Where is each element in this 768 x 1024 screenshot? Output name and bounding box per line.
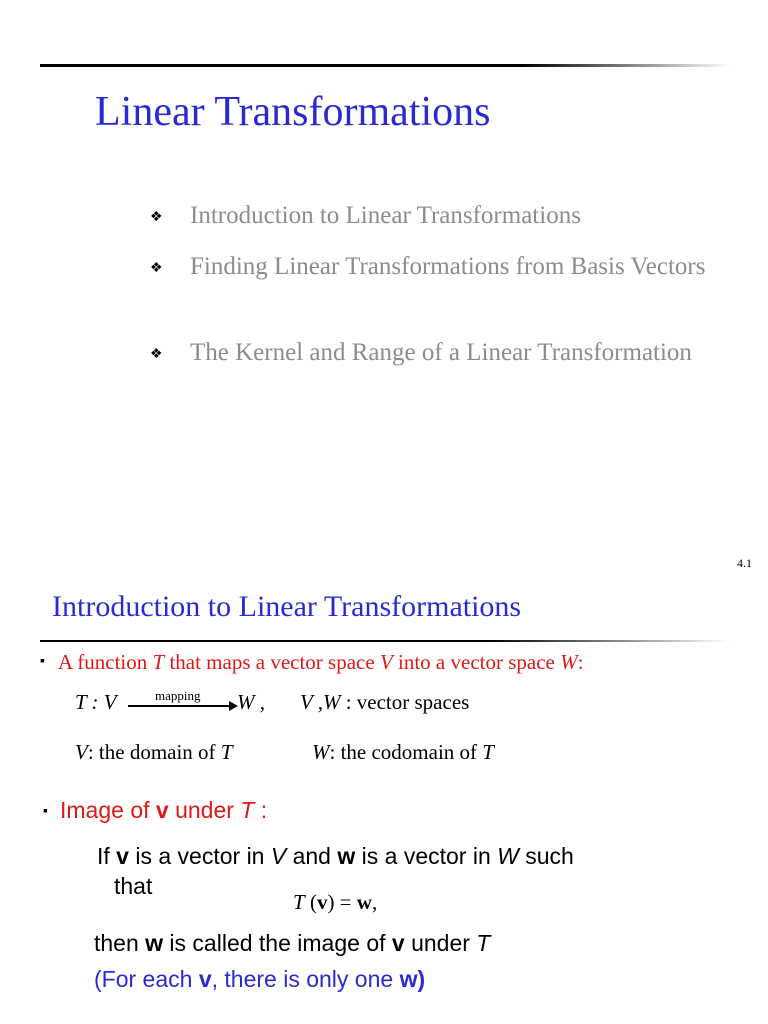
vector-spaces-label: V ,W : vector spaces xyxy=(300,690,470,714)
domain-label: V: the domain of T xyxy=(75,740,233,764)
top-divider xyxy=(40,64,730,67)
bullet-diamond-icon: ❖ xyxy=(150,210,163,225)
bullet-square-icon: ▪ xyxy=(40,654,45,669)
image-heading: Image of v under T : xyxy=(60,797,268,823)
definition-line: A function T that maps a vector space V into a vector space W: xyxy=(58,650,584,674)
bullet-diamond-icon: ❖ xyxy=(150,261,163,276)
mapping-arrow-label: mapping xyxy=(155,688,201,703)
toc-item-2: Finding Linear Transformations from Basis Vectors xyxy=(190,253,706,280)
bullet-diamond-icon: ❖ xyxy=(150,347,163,362)
then-line: then w is called the image of v under T xyxy=(94,930,491,956)
mapping-lhs: T : V xyxy=(75,690,117,714)
slide1-title: Linear Transformations xyxy=(95,89,491,135)
bullet-square-icon: ▪ xyxy=(43,804,48,819)
image-equation: T (v) = w, xyxy=(293,890,378,914)
title-divider xyxy=(40,640,730,642)
toc-item-1: Introduction to Linear Transformations xyxy=(190,202,581,229)
mapping-arrow-shaft xyxy=(128,705,232,707)
if-line-continued: that xyxy=(114,873,153,899)
codomain-label: W: the codomain of T xyxy=(312,740,494,764)
toc-item-3: The Kernel and Range of a Linear Transformation xyxy=(190,339,692,366)
mapping-rhs: W , xyxy=(237,690,265,714)
slide2-title: Introduction to Linear Transformations xyxy=(52,590,522,623)
if-line: If v is a vector in V and w is a vector in W such xyxy=(97,843,574,869)
uniqueness-note: (For each v, there is only one w) xyxy=(94,966,426,992)
page-number: 4.1 xyxy=(737,556,752,570)
